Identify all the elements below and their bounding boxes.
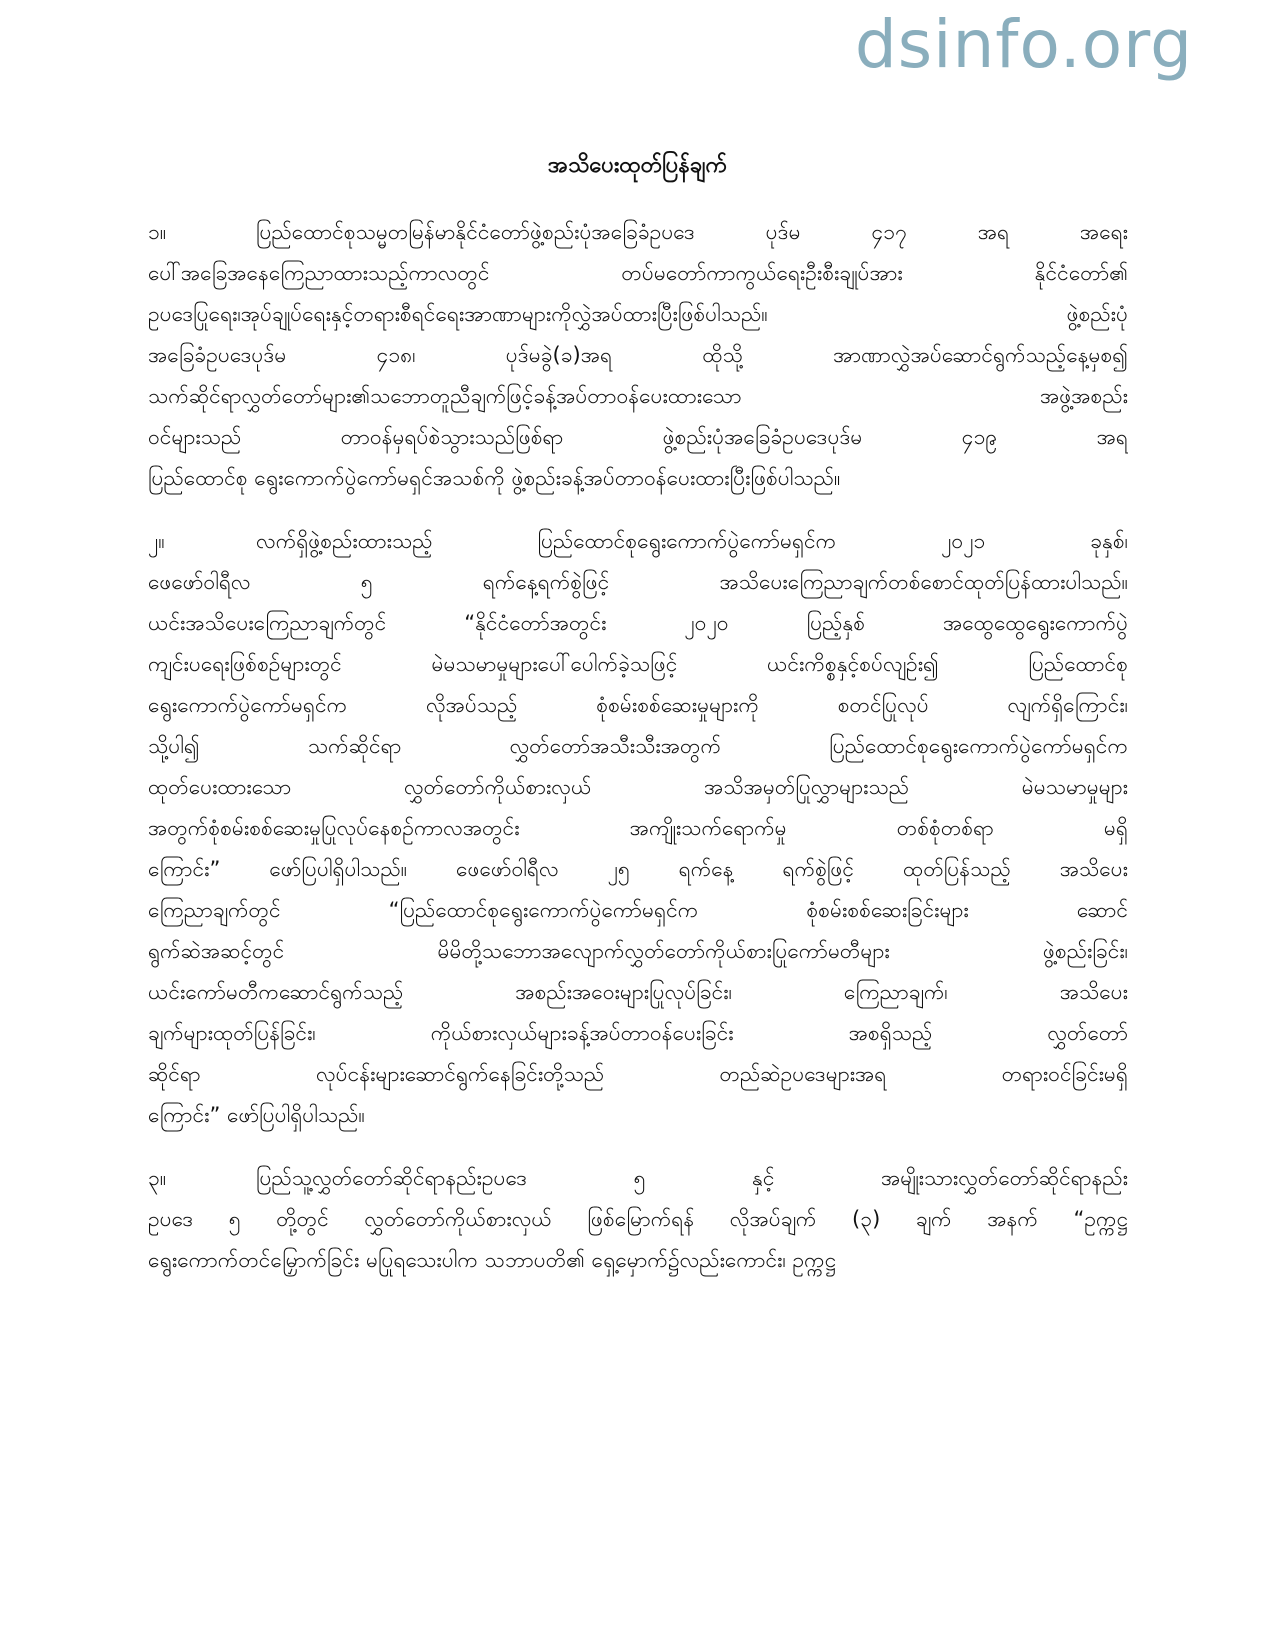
paragraph-line [148,1013,1128,1054]
line-text: ဝင်များသည် တာဝန်မှရပ်စဲသွားသည်ဖြစ်ရာ ဖွဲ့စည်းပုံအခြေခံဥပဒေပုဒ်မ ၄၁၉ အရ [148,425,1128,449]
line-text: အတွက်စုံစမ်းစစ်ဆေးမှုပြုလုပ်နေစဉ်ကာလအတွင်း အကျိုးသက်ရောက်မှု တစ်စုံတစ်ရာ မရှိ [148,816,1128,840]
line-text: သို့ပါ၍ သက်ဆိုင်ရာ လွှတ်တော်အသီးသီးအတွက် ပြည်ထောင်စုရွေးကောက်ပွဲကော်မရှင်က [148,734,1128,758]
paragraph-line [148,685,1128,726]
line-text: ယင်းကော်မတီကဆောင်ရွက်သည့် အစည်းအဝေးများပြုလုပ်ခြင်း၊ ကြေညာချက်၊ အသိပေး [148,980,1128,1004]
line-text: ရွေးကောက်တင်မြှောက်ခြင်း မပြုရသေးပါက သဘာပတိ၏ ရှေ့မှောက်၌လည်းကောင်း၊ ဥက္ကဋ္ဌ [148,1248,837,1272]
line-text: ပြည်သူ့လွှတ်တော်ဆိုင်ရာနည်းဥပဒေ ၅ နှင့် အမျိုးသားလွှတ်တော်ဆိုင်ရာနည်း [256,1166,1128,1190]
line-text: ရွက်ဆဲအဆင့်တွင် မိမိတို့သဘောအလျောက်လွှတ်တော်ကိုယ်စားပြုကော်မတီများ ဖွဲ့စည်းခြင်း၊ [148,939,1128,963]
paragraph-line [148,212,1128,253]
line-text: ချက်များထုတ်ပြန်ခြင်း၊ ကိုယ်စားလှယ်များခန့်အပ်တာဝန်ပေးခြင်း အစရှိသည့် လွှတ်တော် [148,1021,1128,1045]
paragraph-line [148,1158,1128,1199]
paragraph [148,521,1128,1136]
paragraph-line [148,1199,1128,1240]
line-text: ယင်းအသိပေးကြေညာချက်တွင် “နိုင်ငံတော်အတွင်း ၂၀၂၀ ပြည့်နှစ် အထွေထွေရွေးကောက်ပွဲ [148,611,1128,635]
paragraph-line [148,294,1128,335]
paragraph-line [148,767,1128,808]
line-text: လက်ရှိဖွဲ့စည်းထားသည့် ပြည်ထောင်စုရွေးကောက်ပွဲကော်မရှင်က ၂၀၂၁ ခုနှစ်၊ [256,529,1128,553]
line-text: ဆိုင်ရာ လုပ်ငန်းများဆောင်ရွက်နေခြင်းတို့သည် တည်ဆဲဥပဒေများအရ တရားဝင်ခြင်းမရှိ [148,1062,1128,1086]
line-text: ပြည်ထောင်စုသမ္မတမြန်မာနိုင်ငံတော်ဖွဲ့စည်းပုံအခြေခံဥပဒေ ပုဒ်မ ၄၁၇ အရ အရေး [256,220,1128,244]
paragraph-number: ၁။ [148,220,167,244]
line-text: ပေါ်အခြေအနေကြေညာထားသည့်ကာလတွင် တပ်မတော်ကာကွယ်ရေးဦးစီးချုပ်အား နိုင်ငံတော်၏ [148,261,1128,285]
paragraph-line [148,972,1128,1013]
paragraph-line [148,376,1128,417]
line-text: သက်ဆိုင်ရာလွှတ်တော်များ၏သဘောတူညီချက်ဖြင့်ခန့်အပ်တာဝန်ပေးထားသော အဖွဲ့အစည်း [148,384,1128,408]
line-text: ဖေဖော်ဝါရီလ ၅ ရက်နေ့ရက်စွဲဖြင့် အသိပေးကြေညာချက်တစ်စောင်ထုတ်ပြန်ထားပါသည်။ [148,570,1128,594]
paragraph-line [148,603,1128,644]
line-text: ပြည်ထောင်စု ရွေးကောက်ပွဲကော်မရှင်အသစ်ကို ဖွဲ့စည်းခန့်အပ်တာဝန်ပေးထားပြီးဖြစ်ပါသည်။ [148,466,841,490]
paragraph-line [148,644,1128,685]
paragraph-line [148,726,1128,767]
watermark: dsinfo.org [854,6,1193,83]
line-text: ရွေးကောက်ပွဲကော်မရှင်က လိုအပ်သည့် စုံစမ်းစစ်ဆေးမှုများကို စတင်ပြုလုပ် လျက်ရှိကြောင်း၊ [148,693,1128,717]
paragraph-line [148,253,1128,294]
paragraph-line [148,562,1128,603]
paragraph-line [148,458,1128,499]
paragraph-line [148,931,1128,972]
paragraph-line [148,808,1128,849]
paragraph [148,1158,1128,1281]
paragraph [148,212,1128,499]
paragraph-line [148,1095,1128,1136]
line-text: ကြေညာချက်တွင် “ပြည်ထောင်စုရွေးကောက်ပွဲကော်မရှင်က စုံစမ်းစစ်ဆေးခြင်းများ ဆောင် [148,898,1128,922]
paragraph-line [148,1240,1128,1281]
paragraph-number: ၃။ [148,1166,167,1190]
line-text: အခြေခံဥပဒေပုဒ်မ ၄၁၈၊ ပုဒ်မခွဲ(ခ)အရ ထိုသို့ အာဏာလွှဲအပ်ဆောင်ရွက်သည့်နေ့မှစ၍ [148,343,1128,367]
paragraph-number: ၂။ [148,529,165,553]
page-title: အသိပေးထုတ်ပြန်ချက် [547,153,728,178]
line-text: ကျင်းပရေးဖြစ်စဉ်များတွင် မဲမသမာမှုများပေါ်ပေါက်ခဲ့သဖြင့် ယင်းကိစ္စနှင့်စပ်လျဉ်း၍ ပြည်ထောင်စု [148,652,1128,676]
line-text: ဥပဒေ ၅ တို့တွင် လွှတ်တော်ကိုယ်စားလှယ် ဖြစ်မြောက်ရန် လိုအပ်ချက် (၃) ချက် အနက် “ဥက္ကဋ္ဌ [148,1207,1128,1231]
document-body [148,212,1128,1303]
paragraph-line [148,521,1128,562]
line-text: ကြောင်း” ဖော်ပြပါရှိပါသည်။ [148,1103,365,1127]
paragraph-line [148,890,1128,931]
paragraph-line [148,1054,1128,1095]
paragraph-line [148,335,1128,376]
paragraph-line [148,417,1128,458]
line-text: ကြောင်း” ဖော်ပြပါရှိပါသည်။ ဖေဖော်ဝါရီလ ၂၅ ရက်နေ့ ရက်စွဲဖြင့် ထုတ်ပြန်သည့် အသိပေး [148,857,1128,881]
line-text: ဥပဒေပြုရေး၊အုပ်ချုပ်ရေးနှင့်တရားစီရင်ရေးအာဏာများကိုလွှဲအပ်ထားပြီးဖြစ်ပါသည်။ ဖွဲ့စည်းပုံ [148,302,1128,326]
line-text: ထုတ်ပေးထားသော လွှတ်တော်ကိုယ်စားလှယ် အသိအမှတ်ပြုလွှာများသည် မဲမသမာမှုများ [148,775,1128,799]
paragraph-line [148,849,1128,890]
